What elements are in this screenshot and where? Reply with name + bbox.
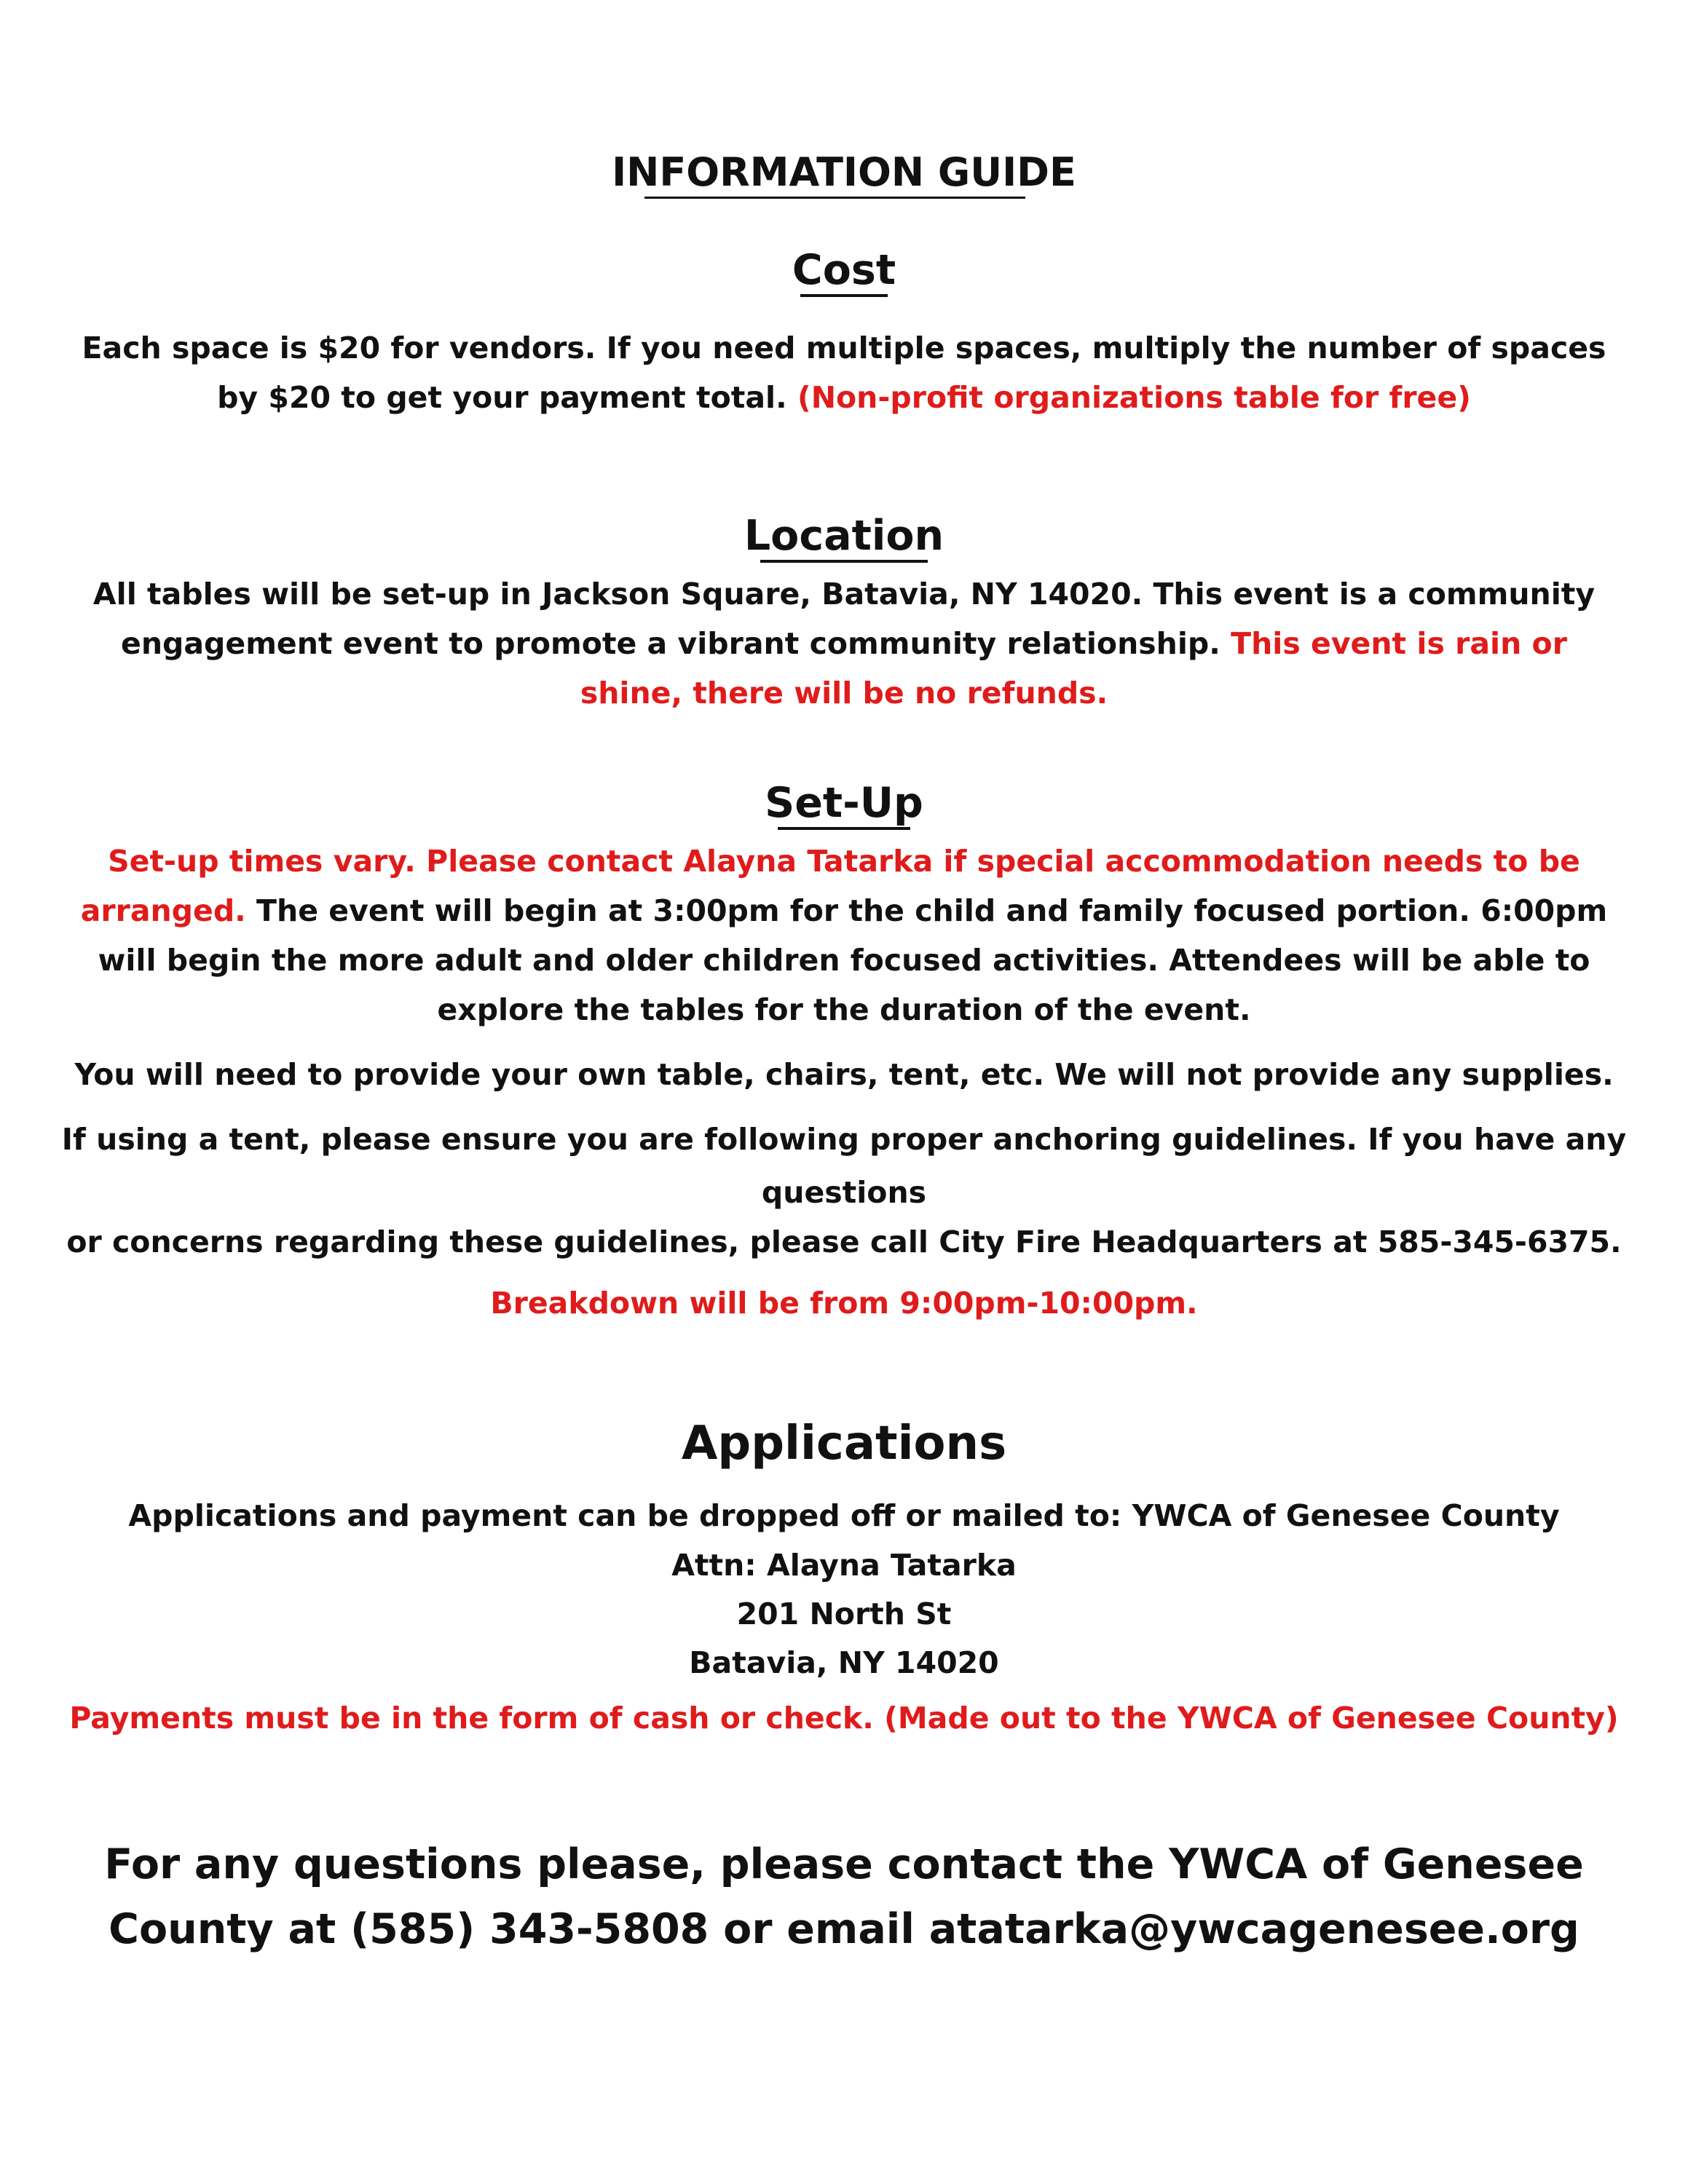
contact-line-2: County at (585) 343-5808 or email atatarka@ywcagenesee.org <box>109 1905 1579 1953</box>
setup-heading-text: Set-Up <box>765 779 923 827</box>
location-heading-text: Location <box>744 512 944 560</box>
cost-line-1: Each space is $20 for vendors. If you need multiple spaces, multiply the number of spaces <box>82 331 1606 365</box>
location-heading <box>0 512 1688 560</box>
location-refund-note: shine, there will be no refunds. <box>580 676 1108 711</box>
location-line-2-text: engagement event to promote a vibrant community relationship. <box>121 626 1220 661</box>
cost-heading <box>0 246 1688 294</box>
applications-heading: Applications <box>681 1417 1007 1471</box>
applications-line-1: Applications and payment can be dropped off or mailed to: YWCA of Genesee County <box>128 1498 1560 1533</box>
setup-breakdown-note: Breakdown will be from 9:00pm-10:00pm. <box>490 1286 1198 1321</box>
setup-line-1: Set-up times vary. Please contact Alayna Tatarka if special accommodation needs to be <box>108 844 1580 879</box>
setup-arranged-note: arranged. <box>80 893 246 928</box>
cost-line-2 <box>0 380 1688 415</box>
location-line-1: All tables will be set-up in Jackson Square, Batavia, NY 14020. This event is a community <box>92 577 1596 612</box>
page-title <box>0 149 1688 195</box>
applications-street: 201 North St <box>736 1597 952 1631</box>
page-title-text: INFORMATION GUIDE <box>612 149 1076 195</box>
cost-line-2-text: by $20 to get your payment total. <box>217 380 787 415</box>
applications-city: Batavia, NY 14020 <box>689 1645 999 1680</box>
setup-line-2-text: The event will begin at 3:00pm for the child and family focused portion. 6:00pm <box>256 893 1608 928</box>
cost-nonprofit-note: (Non-profit organizations table for free) <box>797 380 1471 415</box>
setup-line-3: will begin the more adult and older children focused activities. Attendees will be able to <box>98 943 1590 978</box>
cost-heading-text: Cost <box>792 246 896 294</box>
applications-payment-note: Payments must be in the form of cash or check. (Made out to the YWCA of Genesee County) <box>69 1701 1619 1736</box>
setup-supplies-note: You will need to provide your own table, chairs, tent, etc. We will not provide any supplies. <box>74 1057 1614 1092</box>
location-line-2 <box>0 626 1688 661</box>
setup-line-4: explore the tables for the duration of the event. <box>437 992 1251 1027</box>
setup-tent-line-1: If using a tent, please ensure you are following proper anchoring guidelines. If you have any <box>61 1122 1627 1157</box>
setup-tent-line-3: or concerns regarding these guidelines, please call City Fire Headquarters at 585-345-6375. <box>66 1224 1622 1259</box>
applications-attn: Attn: Alayna Tatarka <box>671 1548 1017 1583</box>
setup-line-2 <box>0 893 1688 928</box>
setup-tent-line-2: questions <box>761 1175 927 1210</box>
setup-heading <box>0 779 1688 827</box>
location-rain-note: This event is rain or <box>1231 626 1567 661</box>
contact-line-1: For any questions please, please contact the YWCA of Genesee <box>104 1840 1584 1888</box>
